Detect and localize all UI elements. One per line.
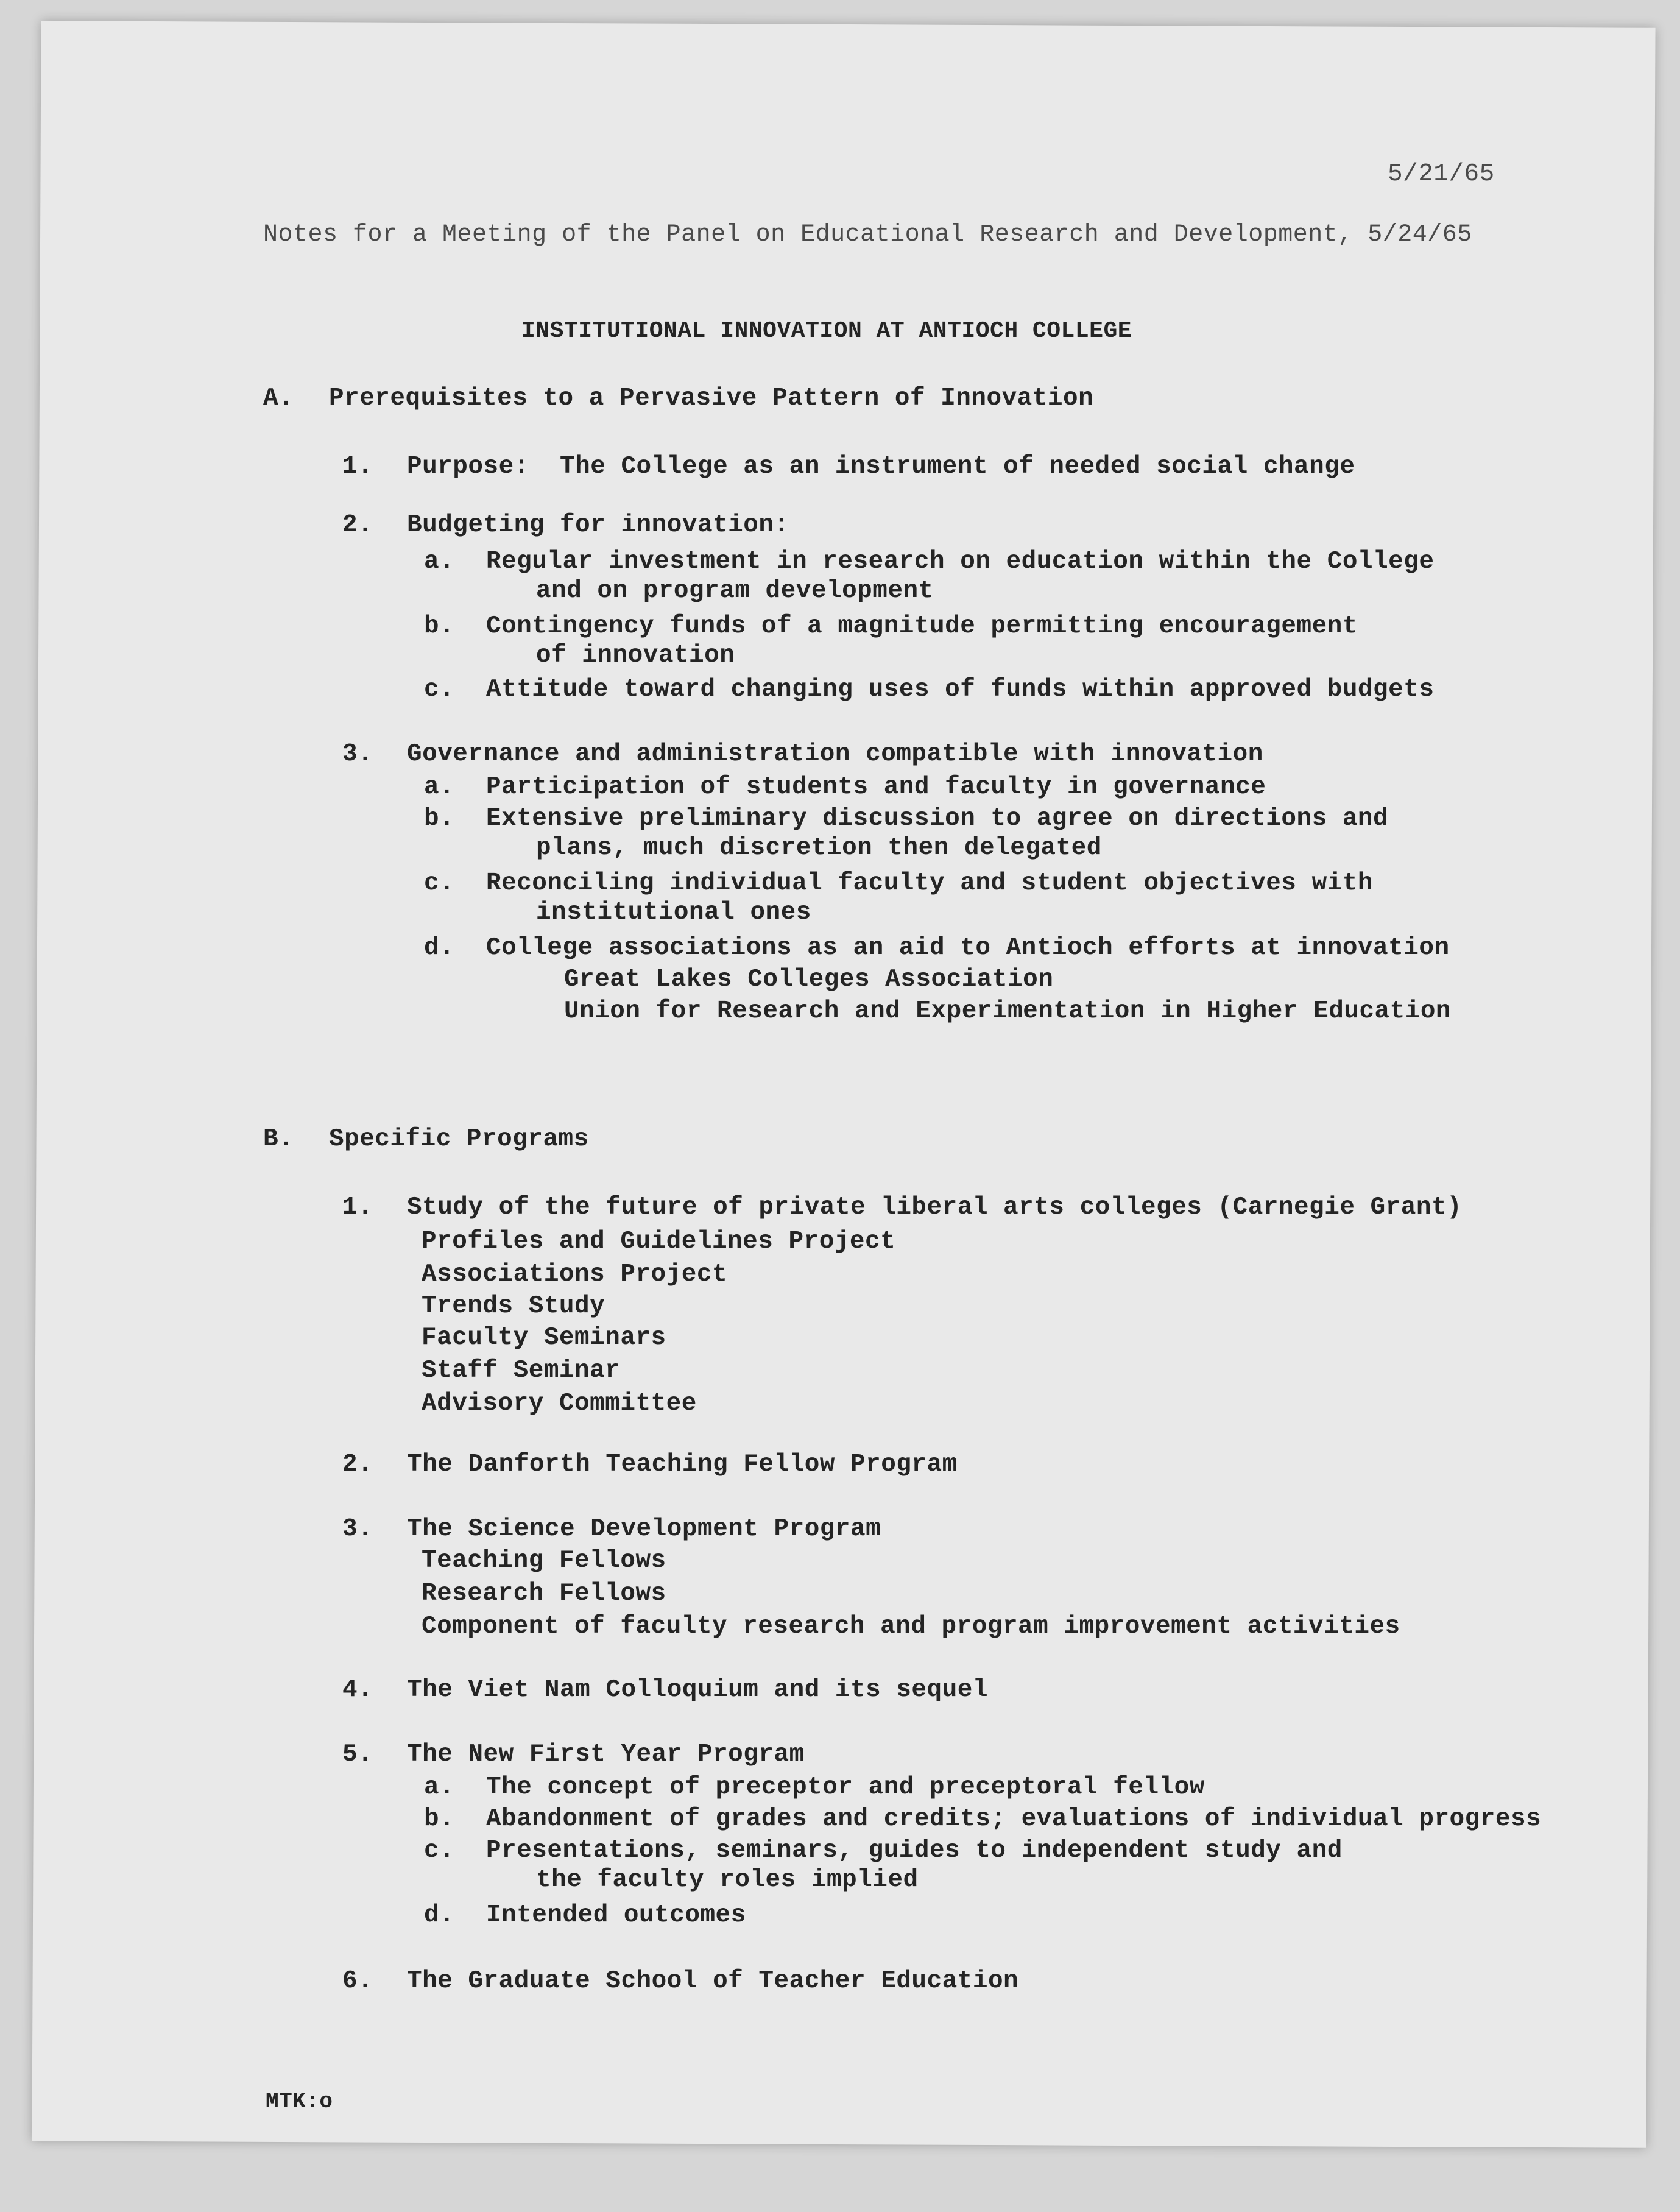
document-date: 5/21/65 — [1388, 160, 1495, 188]
section-a-item-3a-label: a. — [424, 773, 455, 801]
section-a-item-2a-line-1: Regular investment in research on education within the College — [486, 548, 1435, 576]
section-a-item-2b-label: b. — [424, 612, 455, 640]
section-b-item-3-text: The Science Development Program — [407, 1515, 881, 1543]
section-b-item-4-num: 4. — [342, 1676, 373, 1704]
section-a-item-3d-line-2: Great Lakes Colleges Association — [564, 966, 1054, 994]
section-b-item-1-sub: Associations Project — [422, 1260, 728, 1288]
document-title: INSTITUTIONAL INNOVATION AT ANTIOCH COLLEGE — [521, 318, 1132, 344]
section-b-item-5a-line-1: The concept of preceptor and preceptoral fellow — [486, 1773, 1205, 1801]
section-a-item-2b-line-2: of innovation — [536, 641, 735, 670]
section-a-item-2a-label: a. — [424, 548, 455, 576]
section-b-item-1-sub: Advisory Committee — [422, 1390, 697, 1418]
section-b-item-4-text: The Viet Nam Colloquium and its sequel — [407, 1676, 988, 1704]
section-a-item-2c-label: c. — [424, 676, 455, 704]
section-b-label: B. — [263, 1125, 294, 1153]
section-b-item-5c-label: c. — [424, 1837, 455, 1865]
section-b-heading: Specific Programs — [329, 1125, 589, 1153]
section-b-item-1-sub: Trends Study — [422, 1292, 605, 1320]
section-b-item-5a-label: a. — [424, 1773, 455, 1801]
section-b-item-1-sub: Faculty Seminars — [422, 1324, 666, 1352]
section-b-item-1-text: Study of the future of private liberal arts colleges (Carnegie Grant) — [407, 1193, 1463, 1221]
section-a-item-3-num: 3. — [342, 740, 373, 768]
section-b-item-5-text: The New First Year Program — [407, 1740, 805, 1769]
section-a-item-3a-line-1: Participation of students and faculty in governance — [486, 773, 1266, 801]
section-b-item-1-num: 1. — [342, 1193, 373, 1221]
section-b-item-5d-label: d. — [424, 1901, 455, 1929]
section-b-item-1-sub: Profiles and Guidelines Project — [422, 1228, 896, 1256]
section-a-item-3b-label: b. — [424, 805, 455, 833]
section-a-item-3-text: Governance and administration compatible with innovation — [407, 740, 1263, 768]
section-b-item-2-num: 2. — [342, 1451, 373, 1479]
section-b-item-3-sub: Research Fellows — [422, 1580, 666, 1608]
section-a-item-3b-line-2: plans, much discretion then delegated — [536, 834, 1102, 862]
document-subtitle: Notes for a Meeting of the Panel on Educational Research and Development, 5/24/65 — [263, 221, 1472, 249]
section-a-item-3c-label: c. — [424, 869, 455, 897]
section-b-item-3-sub: Component of faculty research and program improvement activities — [422, 1613, 1400, 1641]
section-a-heading: Prerequisites to a Pervasive Pattern of Innovation — [329, 384, 1094, 412]
section-a-item-3d-label: d. — [424, 934, 455, 962]
section-a-item-2c-line-1: Attitude toward changing uses of funds within approved budgets — [486, 676, 1435, 704]
section-b-item-5c-line-1: Presentations, seminars, guides to independent study and — [486, 1837, 1343, 1865]
section-b-item-6-num: 6. — [342, 1967, 373, 1995]
document-footer-initials: MTK:o — [266, 2089, 333, 2114]
section-a-label: A. — [263, 384, 294, 412]
section-b-item-5c-line-2: the faculty roles implied — [536, 1866, 919, 1894]
section-b-item-5b-line-1: Abandonment of grades and credits; evaluations of individual progress — [486, 1805, 1542, 1833]
section-b-item-5b-label: b. — [424, 1805, 455, 1833]
section-a-item-2-text: Budgeting for innovation: — [407, 511, 789, 539]
section-a-item-3c-line-2: institutional ones — [536, 899, 811, 927]
section-a-item-1-num: 1. — [342, 453, 373, 481]
section-a-item-3b-line-1: Extensive preliminary discussion to agree on directions and — [486, 805, 1389, 833]
section-a-item-2-num: 2. — [342, 511, 373, 539]
section-b-item-3-sub: Teaching Fellows — [422, 1547, 666, 1575]
section-a-item-3c-line-1: Reconciling individual faculty and student objectives with — [486, 869, 1374, 897]
section-a-item-3d-line-3: Union for Research and Experimentation in Higher Education — [564, 997, 1452, 1025]
section-b-item-5-num: 5. — [342, 1740, 373, 1769]
section-a-item-2a-line-2: and on program development — [536, 577, 934, 605]
section-a-item-1-text: Purpose: The College as an instrument of needed social change — [407, 453, 1355, 481]
section-a-item-3d-line-1: College associations as an aid to Antioch efforts at innovation — [486, 934, 1450, 962]
section-b-item-6-text: The Graduate School of Teacher Education — [407, 1967, 1019, 1995]
section-b-item-5d-line-1: Intended outcomes — [486, 1901, 746, 1929]
section-b-item-3-num: 3. — [342, 1515, 373, 1543]
section-a-item-2b-line-1: Contingency funds of a magnitude permitting encouragement — [486, 612, 1358, 640]
section-b-item-1-sub: Staff Seminar — [422, 1357, 621, 1385]
section-b-item-2-text: The Danforth Teaching Fellow Program — [407, 1451, 958, 1479]
